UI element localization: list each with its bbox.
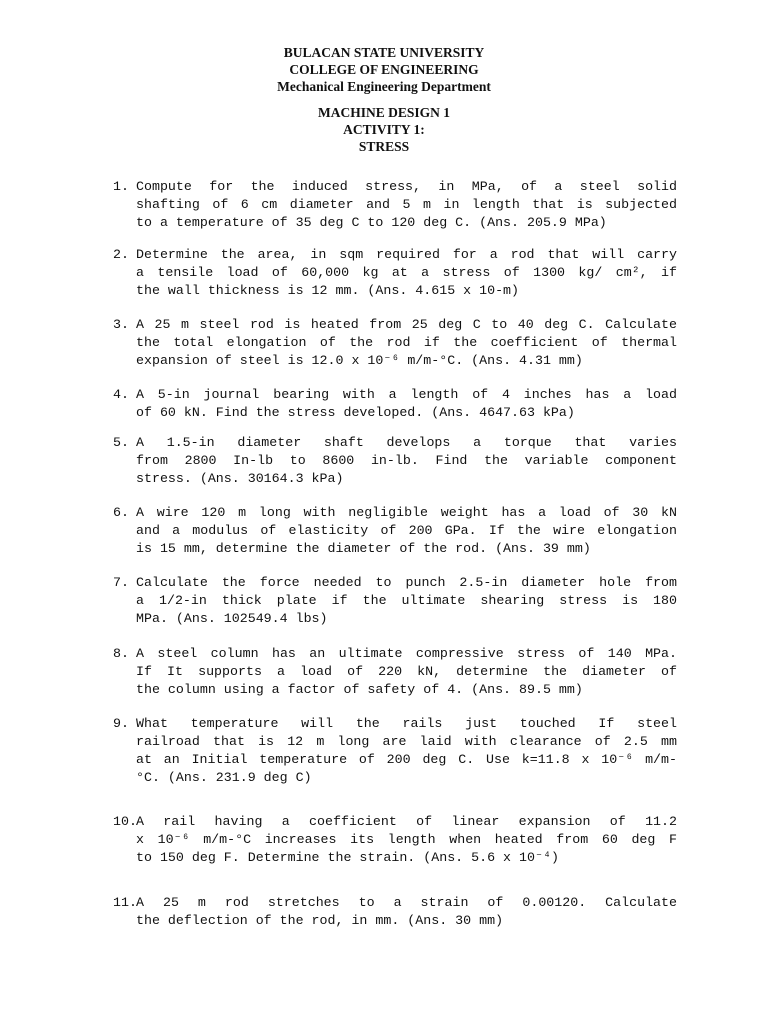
problem-line: stress. (Ans. 30164.3 kPa) (136, 471, 344, 486)
problem-line: A 5-in journal bearing with a length of 4 inches has a load (136, 387, 677, 402)
problem-line: the total elongation of the rod if the coefficient of thermal (136, 335, 677, 350)
problem-number: 1. (113, 179, 129, 194)
problem-line: A 25 m steel rod is heated from 25 deg C to 40 deg C. Calculate (136, 317, 677, 332)
problem-line: A rail having a coefficient of linear expansion of 11.2 (136, 814, 677, 829)
problem-number: 11. (113, 895, 137, 910)
problem-line: Determine the area, in sqm required for a rod that will carry (136, 247, 677, 262)
problem-number: 6. (113, 505, 129, 520)
problem-line: Compute for the induced stress, in MPa, of a steel solid (136, 179, 677, 194)
problem-line: shafting of 6 cm diameter and 5 m in length that is subjected (136, 197, 677, 212)
problem-line: the wall thickness is 12 mm. (Ans. 4.615 x 10-m) (136, 283, 520, 298)
problem-line: the deflection of the rod, in mm. (Ans. 30 mm) (136, 913, 504, 928)
problem-line: to a temperature of 35 deg C to 120 deg C. (Ans. 205.9 MPa) (136, 215, 607, 230)
problem-line: at an Initial temperature of 200 deg C. Use k=11.8 x 10⁻⁶ m/m- (136, 752, 677, 767)
college-name: COLLEGE OF ENGINEERING (289, 62, 479, 77)
problem-line: is 15 mm, determine the diameter of the rod. (Ans. 39 mm) (136, 541, 591, 556)
problem-number: 7. (113, 575, 129, 590)
problem-number: 2. (113, 247, 129, 262)
problem-line: of 60 kN. Find the stress developed. (Ans. 4647.63 kPa) (136, 405, 575, 420)
problem-number: 3. (113, 317, 129, 332)
problem-line: railroad that is 12 m long are laid with clearance of 2.5 mm (136, 734, 677, 749)
problem-number: 9. (113, 716, 129, 731)
activity-title: ACTIVITY 1: (343, 122, 425, 137)
problem-line: MPa. (Ans. 102549.4 lbs) (136, 611, 328, 626)
department-name: Mechanical Engineering Department (277, 79, 491, 94)
problem-line: If It supports a load of 220 kN, determine the diameter of (136, 664, 677, 679)
problem-number: 4. (113, 387, 129, 402)
problem-line: °C. (Ans. 231.9 deg C) (136, 770, 312, 785)
problem-line: a tensile load of 60,000 kg at a stress of 1300 kg/ cm², if (136, 265, 677, 280)
problem-line: A 25 m rod stretches to a strain of 0.00120. Calculate (136, 895, 677, 910)
problem-line: to 150 deg F. Determine the strain. (Ans. 5.6 x 10⁻⁴) (136, 850, 559, 865)
course-title: MACHINE DESIGN 1 (317, 105, 450, 120)
problem-line: Calculate the force needed to punch 2.5-in diameter hole from (136, 575, 677, 590)
problem-line: and a modulus of elasticity of 200 GPa. If the wire elongation (136, 523, 677, 538)
problem-line: What temperature will the rails just touched If steel (136, 716, 677, 731)
problem-line: A wire 120 m long with negligible weight has a load of 30 kN (136, 505, 677, 520)
problem-line: a 1/2-in thick plate if the ultimate shearing stress is 180 (136, 593, 677, 608)
problem-number: 8. (113, 646, 129, 661)
problem-line: the column using a factor of safety of 4. (Ans. 89.5 mm) (136, 682, 583, 697)
problem-line: expansion of steel is 12.0 x 10⁻⁶ m/m-°C. (Ans. 4.31 mm) (136, 353, 583, 368)
topic-title: STRESS (358, 139, 410, 154)
problem-line: A 1.5-in diameter shaft develops a torque that varies (136, 435, 677, 450)
problem-line: from 2800 In-lb to 8600 in-lb. Find the variable component (136, 453, 677, 468)
problem-number: 10. (113, 814, 137, 829)
problem-line: A steel column has an ultimate compressive stress of 140 MPa. (136, 646, 677, 661)
university-name: BULACAN STATE UNIVERSITY (283, 45, 485, 60)
problem-number: 5. (113, 435, 129, 450)
problem-line: x 10⁻⁶ m/m-°C increases its length when heated from 60 deg F (136, 832, 677, 847)
